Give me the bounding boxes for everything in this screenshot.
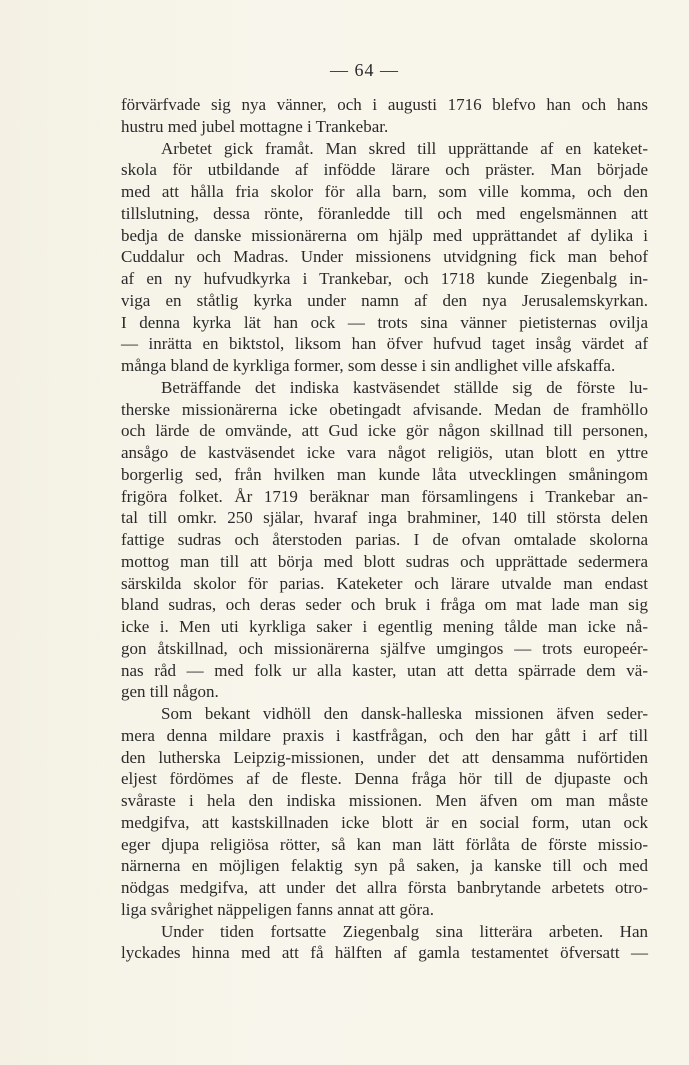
text-line: särskilda skolor för parias. Kateketer och lärare utvalde man endast	[121, 573, 648, 593]
text-line: Beträffande det indiska kastväsendet ställde sig de förste lu-	[161, 377, 648, 397]
text-line: nödgas medgifva, att under det allra första banbrytande arbetets otro-	[121, 878, 648, 897]
text-line: I denna kyrka lät han ock — trots sina vänner pietisternas ovilja	[121, 312, 648, 332]
text-line: gon åtskillnad, och missionärerna själfve umgingos — trots europeér-	[121, 638, 648, 658]
text-line: lyckades hinna med att få hälften af gamla testamentet öfversatt —	[121, 943, 648, 963]
text-line: och lärde de omvände, att Gud icke gör någon skillnad till personen,	[121, 421, 648, 441]
text-line: — inrätta en biktstol, liksom han öfver hufvud taget insåg värdet af	[121, 334, 648, 354]
text-line: borgerlig sed, från hvilken man kunde låta utvecklingen småningom	[121, 464, 648, 484]
text-line: gen till någon.	[121, 682, 219, 702]
body-text	[121, 94, 648, 964]
text-line: Cuddalur och Madras. Under missionens utvidgning fick man behof	[121, 247, 648, 267]
text-line: medgifva, att kastskillnaden icke blott är en social form, utan ock	[121, 812, 648, 832]
text-line: närnerna en möjligen felaktig syn på saken, ja kanske till och med	[121, 856, 648, 876]
text-line: eger djupa religiösa rötter, så kan man lätt förlåta de förste missio-	[121, 834, 648, 854]
text-line: bland sudras, och deras seder och bruk i fråga om mat lade man sig	[121, 595, 648, 615]
text-line: nas råd — med folk ur alla kaster, utan att detta spärrade dem vä-	[121, 660, 648, 680]
text-line: tillslutning, dessa rönte, föranledde till och med engelsmännen att	[121, 203, 648, 223]
text-line: tal till omkr. 250 själar, hvaraf inga brahminer, 140 till största delen	[121, 508, 648, 528]
text-line: af en ny hufvudkyrka i Trankebar, och 1718 kunde Ziegenbalg in-	[121, 269, 648, 288]
text-line: therske missionärerna icke obetingadt afvisande. Medan de framhöllo	[121, 399, 648, 419]
text-line: Under tiden fortsatte Ziegenbalg sina litterära arbeten. Han	[161, 921, 648, 941]
text-line: icke i. Men uti kyrkliga saker i egentlig mening tålde man icke nå-	[121, 617, 648, 636]
text-line: hustru med jubel mottagne i Trankebar.	[121, 116, 389, 136]
text-line: Som bekant vidhöll den dansk-halleska missionen äfven seder-	[161, 704, 648, 723]
text-line: fattige sudras och återstoden parias. I de ofvan omtalade skolorna	[121, 530, 648, 549]
page-number: — 64 —	[330, 60, 399, 80]
text-line: skola för utbildande af infödde lärare och präster. Man började	[121, 160, 648, 180]
text-line: den lutherska Leipzig-missionen, under det att densamma nuförtiden	[121, 747, 648, 767]
text-line: mottog man till att börja med blott sudras och upprättade sedermera	[121, 551, 648, 571]
text-line: bedja de danske missionärerna om hjälp med upprättandet af dylika i	[121, 225, 648, 245]
text-line: mera denna mildare praxis i kastfrågan, och den har gått i arf till	[121, 725, 648, 745]
text-line: ansågo de kastväsendet icke vara något religiös, utan blott en yttre	[121, 443, 648, 462]
text-line: svåraste i hela den indiska missionen. Men äfven om man måste	[121, 791, 648, 810]
text-line: eljest fördömes af de fleste. Denna fråga hör till de djupaste och	[121, 769, 648, 789]
text-line: förvärfvade sig nya vänner, och i augusti 1716 blefvo han och hans	[121, 95, 648, 114]
text-line: viga en ståtlig kyrka under namn af den nya Jerusalemskyrkan.	[121, 290, 648, 310]
text-line: många bland de kyrkliga former, som desse i sin andlighet ville afskaffa.	[121, 356, 616, 375]
text-line: liga svårighet näppeligen fanns annat att göra.	[121, 899, 434, 919]
text-line: med att hålla fria skolor för alla barn, som ville komma, och den	[121, 182, 648, 201]
text-line: frigöra folket. År 1719 beräknar man församlingens i Trankebar an-	[121, 486, 648, 506]
text-line: Arbetet gick framåt. Man skred till upprättande af en kateket-	[161, 138, 648, 158]
